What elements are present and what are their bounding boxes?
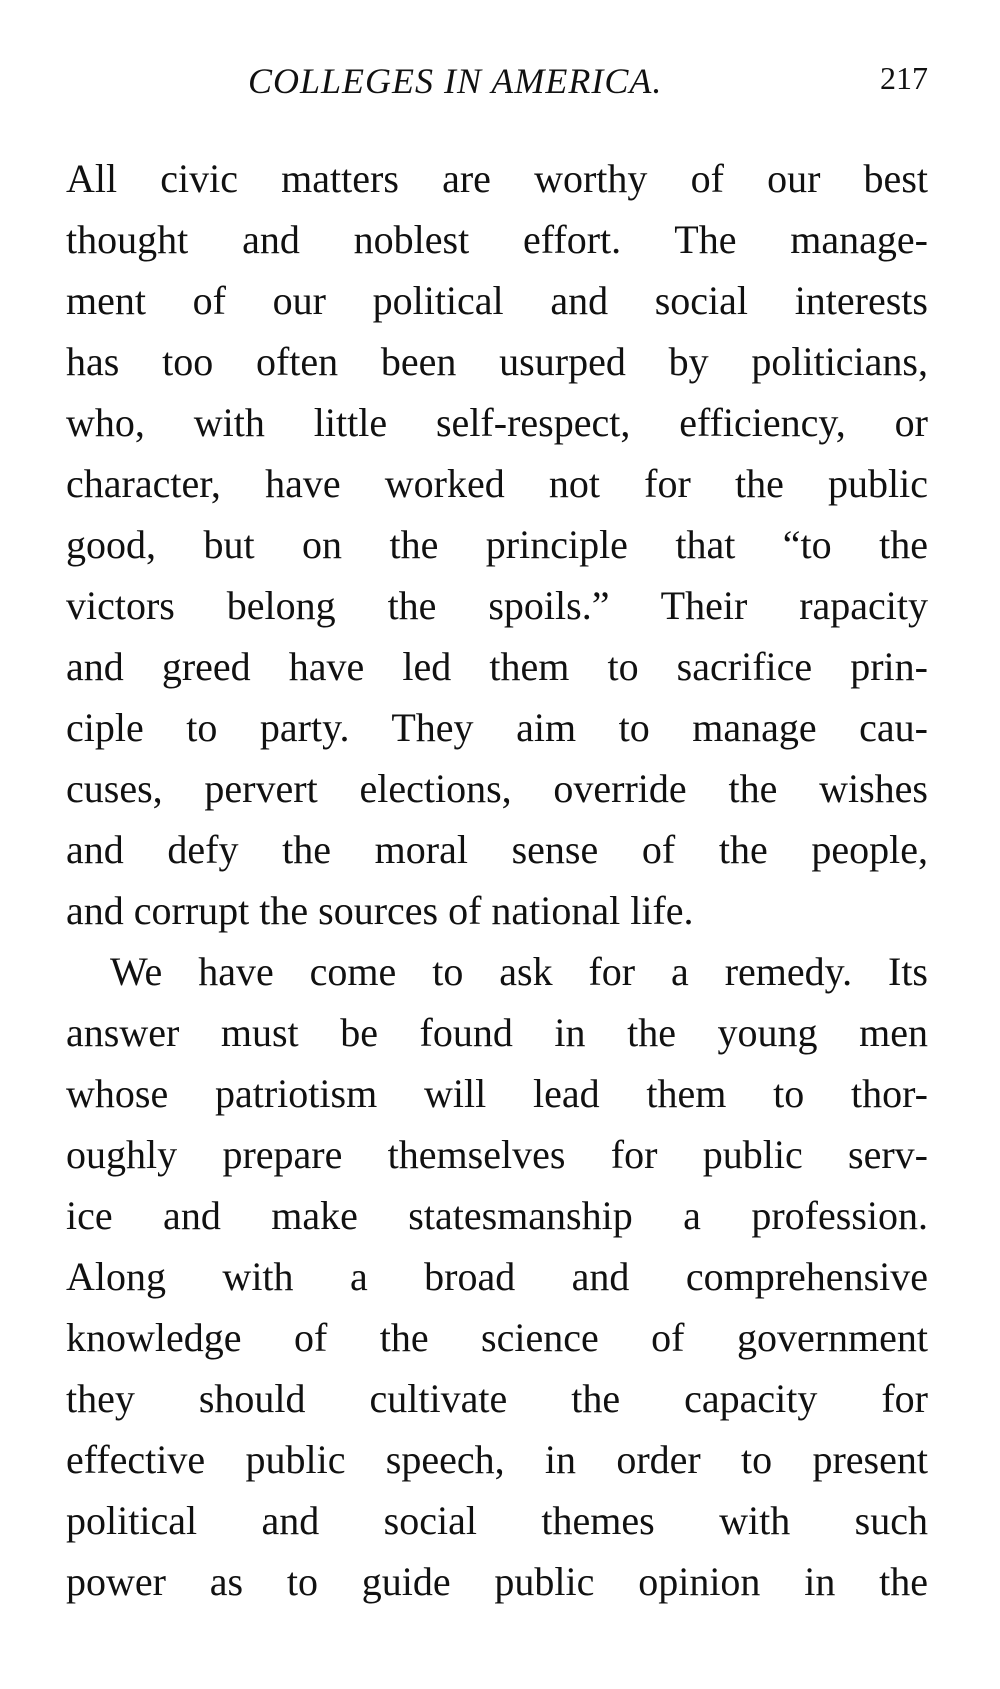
- text-line: power as to guide public opinion in the: [66, 1559, 928, 1604]
- text-line: knowledge of the science of government: [66, 1315, 928, 1360]
- text-line: answer must be found in the young men: [66, 1010, 928, 1055]
- text-line: has too often been usurped by politicians,: [66, 339, 928, 384]
- body-text: [66, 148, 928, 1612]
- paragraph-1: [66, 148, 928, 941]
- text-line: ciple to party. They aim to manage cau-: [66, 705, 928, 750]
- text-line: they should cultivate the capacity for: [66, 1376, 928, 1421]
- text-line: and defy the moral sense of the people,: [66, 827, 928, 872]
- text-line: We have come to ask for a remedy. Its: [110, 949, 928, 994]
- text-line: victors belong the spoils.” Their rapacity: [66, 583, 928, 628]
- text-line: and greed have led them to sacrifice prin-: [66, 644, 928, 689]
- text-line: effective public speech, in order to present: [66, 1437, 928, 1482]
- running-title: COLLEGES IN AMERICA.: [248, 61, 663, 101]
- text-line: All civic matters are worthy of our best: [66, 156, 928, 201]
- running-head: [66, 60, 928, 110]
- text-line: and corrupt the sources of national life.: [66, 888, 694, 933]
- text-line: who, with little self-respect, efficiency, or: [66, 400, 928, 445]
- text-line: good, but on the principle that “to the: [66, 522, 928, 567]
- text-line: thought and noblest effort. The manage-: [66, 217, 928, 262]
- text-line: oughly prepare themselves for public serv-: [66, 1132, 928, 1177]
- paragraph-2: [66, 941, 928, 1612]
- text-line: Along with a broad and comprehensive: [66, 1254, 928, 1299]
- text-line: whose patriotism will lead them to thor-: [66, 1071, 928, 1116]
- text-line: political and social themes with such: [66, 1498, 928, 1543]
- text-line: character, have worked not for the public: [66, 461, 928, 506]
- page-number: 217: [880, 60, 928, 96]
- text-line: ice and make statesmanship a profession.: [66, 1193, 928, 1238]
- text-line: ment of our political and social interests: [66, 278, 928, 323]
- text-line: cuses, pervert elections, override the wishes: [66, 766, 928, 811]
